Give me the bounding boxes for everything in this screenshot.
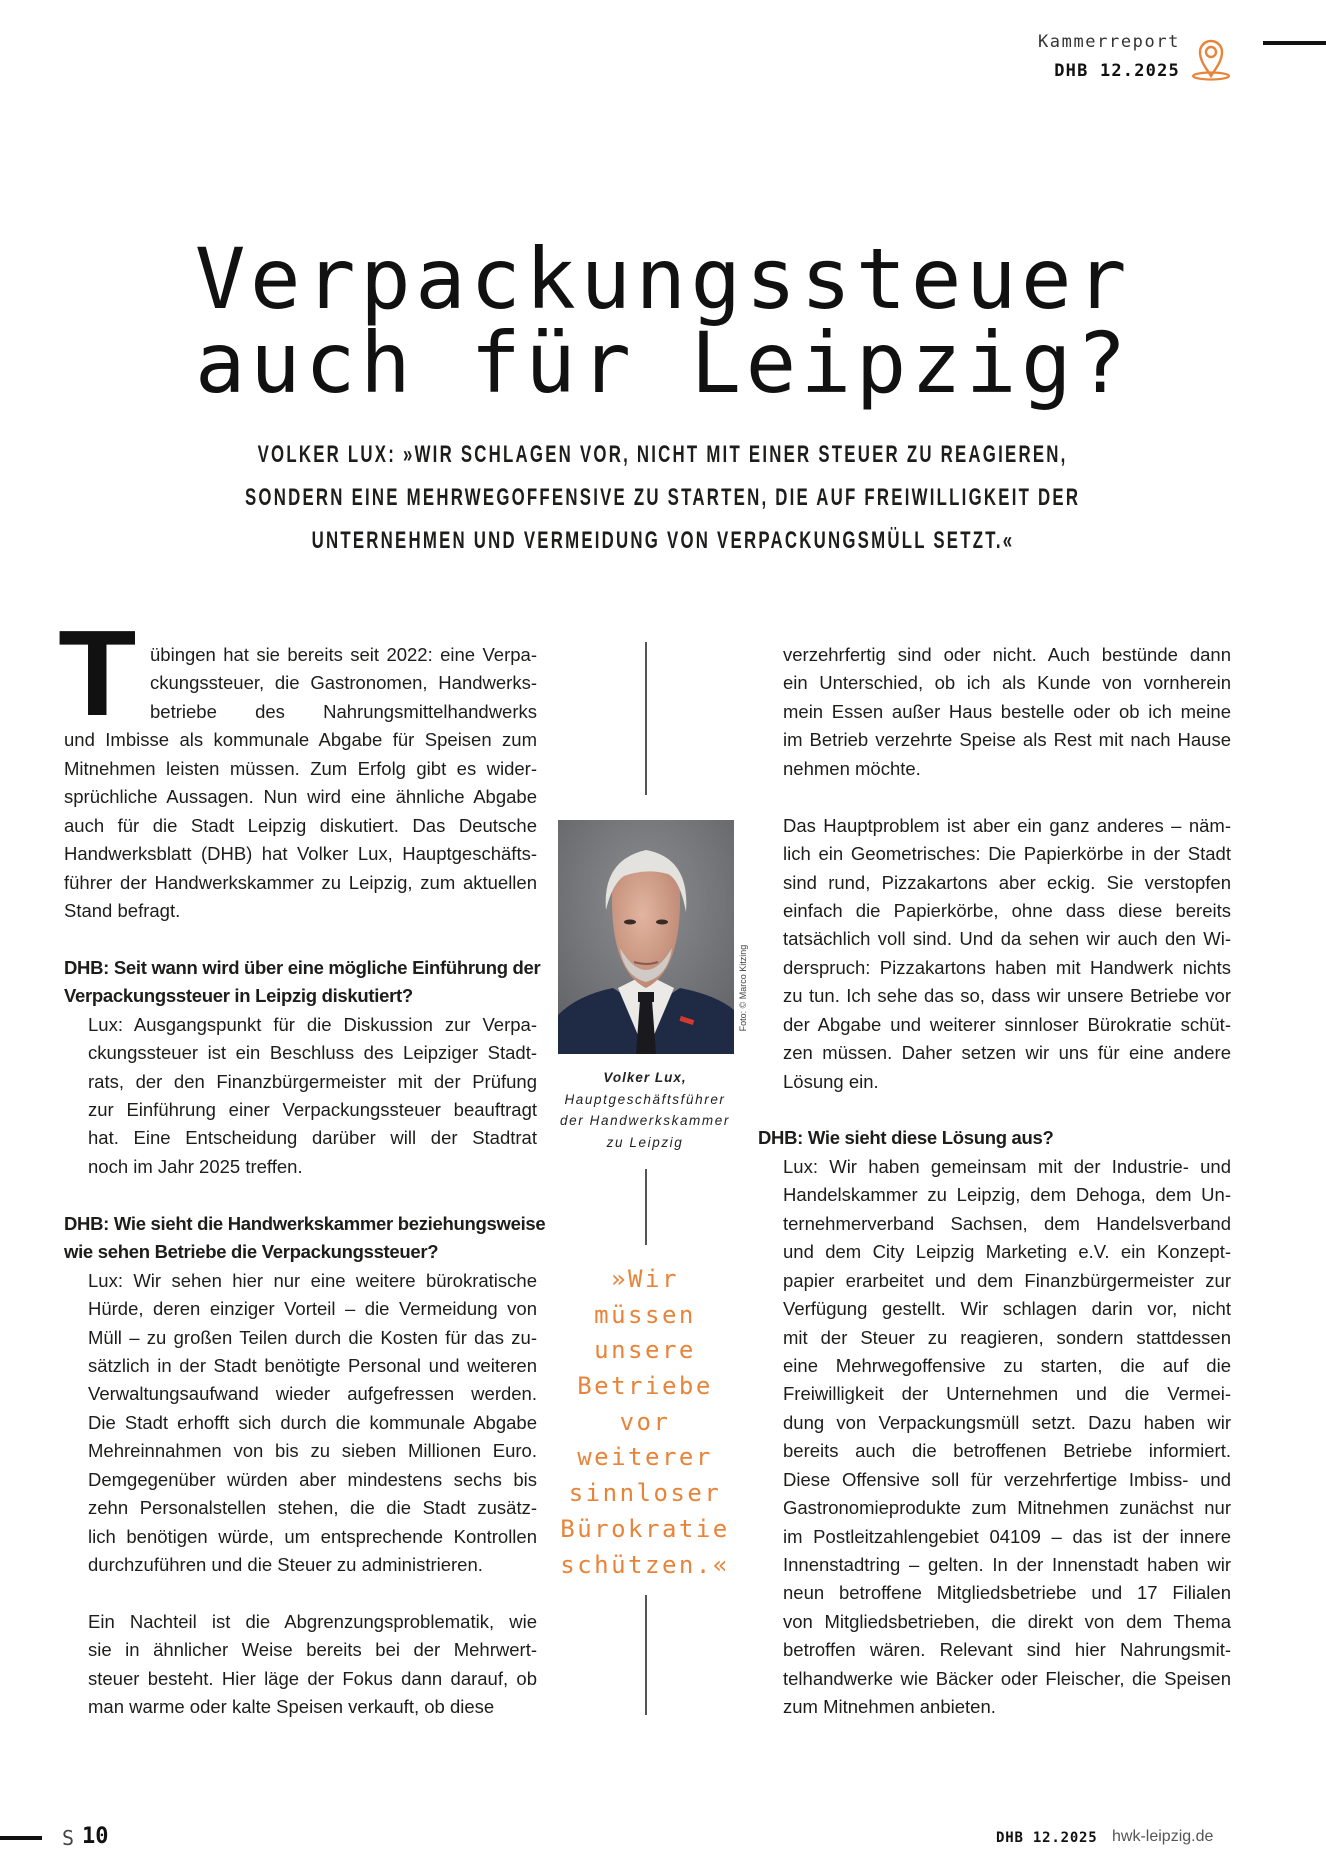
pull-quote-line: Bürokratie xyxy=(560,1514,730,1543)
body-text-line: führer der Handwerkskammer zu Leipzig, zum aktuellen xyxy=(64,871,537,893)
pull-quote xyxy=(545,1262,745,1583)
body-text-line: neun betroffene Mitgliedsbetriebe und 17 Filialen xyxy=(783,1582,1231,1604)
body-text-line: Lux: Wir sehen hier nur eine weitere bürokratische xyxy=(88,1269,537,1291)
divider-line xyxy=(645,642,647,795)
body-text-line: übingen hat sie bereits seit 2022: eine Verpa- xyxy=(150,644,537,665)
pull-quote-line: vor xyxy=(619,1407,671,1436)
interview-question-line: wie sehen Betriebe die Verpackungssteuer? xyxy=(64,1241,439,1263)
body-text-line: Die Stadt erhofft sich durch die kommunale Abgabe xyxy=(88,1411,537,1433)
body-text-line: hat. Eine Entscheidung darüber will der Stadtrat xyxy=(88,1127,537,1149)
body-text-line: Freiwilligkeit der Unternehmen und die Vermei- xyxy=(783,1383,1231,1405)
body-text-line: mein Essen außer Haus bestelle oder ob ich meine xyxy=(783,700,1231,722)
body-text-line: Hürde, deren einziger Vorteil – die Vermeidung von xyxy=(88,1298,537,1320)
body-text-line: im Postleitzahlengebiet 04109 – das ist der innere xyxy=(783,1525,1231,1547)
body-text-line: zu tun. Ich sehe das so, dass wir unsere Betriebe vor xyxy=(783,985,1231,1007)
interview-question-line: DHB: Seit wann wird über eine mögliche Einführung der xyxy=(64,956,541,978)
pull-quote-line: schützen.« xyxy=(560,1550,730,1579)
body-text-line: tatsächlich voll sind. Und da sehen wir auch den Wi- xyxy=(783,928,1231,950)
body-text-line: Müll – zu großen Teilen durch die Kosten für das zu- xyxy=(88,1326,537,1348)
caption-line: der Handwerkskammer xyxy=(560,1113,730,1128)
location-pin-icon xyxy=(1188,36,1234,82)
interview-question-line: DHB: Wie sieht die Handwerkskammer beziehungsweise xyxy=(64,1212,546,1234)
body-text-line: Verwaltungsaufwand wieder aufgefressen werden. xyxy=(88,1383,537,1405)
body-text-line: Handwerksblatt (DHB) hat Volker Lux, Hauptgeschäfts- xyxy=(64,843,537,865)
portrait-photo xyxy=(558,820,734,1054)
body-text-line: Demgegenüber würden aber mindestens sechs bis xyxy=(88,1468,537,1490)
body-text-line: Handelskammer zu Leipzig, dem Dehoga, dem Un- xyxy=(783,1184,1231,1206)
body-text-line: sprüchliche Aussagen. Nun wird eine ähnliche Abgabe xyxy=(64,786,537,808)
body-text-line: der Abgabe und weiterer sinnloser Bürokratie schüt- xyxy=(783,1013,1231,1035)
pull-quote-line: »Wir xyxy=(611,1265,679,1293)
footer-url: hwk-leipzig.de xyxy=(1112,1828,1214,1845)
body-text-line: noch im Jahr 2025 treffen. xyxy=(88,1155,303,1177)
body-text-line: zum Mitnehmen anbieten. xyxy=(783,1696,996,1718)
body-text-line: nehmen möchte. xyxy=(783,757,921,779)
divider-line xyxy=(645,1595,647,1715)
body-text-line: betriebe des Nahrungsmittelhandwerks xyxy=(150,700,537,722)
subtitle-line: SONDERN EINE MEHRWEGOFFENSIVE ZU STARTEN, DIE AUF FREIWILLIGKEIT DER xyxy=(245,484,1081,511)
body-text-line: telhandwerke wie Bäcker oder Fleischer, die Speisen xyxy=(783,1667,1231,1689)
title-line: auch für Leipzig? xyxy=(194,314,1132,412)
body-text-line: rats, der den Finanzbürgermeister mit der Prüfung xyxy=(88,1070,537,1092)
body-text-line: papier erarbeitet und dem Finanzbürgermeister zur xyxy=(783,1269,1231,1291)
body-text-line: durchzuführen und die Steuer zu administrieren. xyxy=(88,1554,483,1575)
body-text-line: ckungssteuer ist ein Beschluss des Leipziger Stadt- xyxy=(88,1042,537,1064)
footer-section-letter: S xyxy=(62,1826,75,1850)
caption-line: Hauptgeschäftsführer xyxy=(564,1091,726,1107)
body-text-line: und dem City Leipzig Marketing e.V. ein Konzept- xyxy=(783,1241,1231,1263)
interview-question-line: DHB: Wie sieht diese Lösung aus? xyxy=(758,1127,1054,1149)
pull-quote-line: unsere xyxy=(594,1336,696,1365)
body-text-line: Das Hauptproblem ist aber ein ganz anderes – näm- xyxy=(783,814,1231,836)
body-text-line: eine Mehrwegoffensive zu starten, die auf die xyxy=(783,1354,1231,1376)
body-text-line: Lux: Ausgangspunkt für die Diskussion zur Verpa- xyxy=(88,1013,537,1035)
body-text-line: Lösung ein. xyxy=(783,1070,879,1092)
body-text-line: ein Unterschied, ob ich als Kunde von vornherein xyxy=(783,672,1231,694)
footer-issue: DHB 12.2025 xyxy=(996,1830,1098,1846)
body-text-line: Lux: Wir haben gemeinsam mit der Industrie- und xyxy=(783,1155,1231,1177)
body-text-line: bereits auch die betroffenen Betriebe informiert. xyxy=(783,1440,1231,1462)
interview-question-line: Verpackungssteuer in Leipzig diskutiert? xyxy=(64,985,413,1007)
body-text-line: sätzlich in der Stadt benötigte Personal und weiteren xyxy=(88,1354,537,1376)
caption-name: Volker Lux, xyxy=(603,1070,687,1085)
body-text-line: sie in ähnlicher Weise bereits bei der Mehrwert- xyxy=(88,1639,537,1661)
body-text-line: Stand befragt. xyxy=(64,899,181,921)
page-title xyxy=(0,230,1326,412)
body-text-line: steuer besteht. Hier läge der Fokus dann darauf, ob xyxy=(88,1667,537,1689)
body-text-line: ckungssteuer, die Gastronomen, Handwerks- xyxy=(150,672,537,694)
body-text-line: lich benötigen würde, um entsprechende Kontrollen xyxy=(88,1525,537,1547)
subtitle-line: UNTERNEHMEN UND VERMEIDUNG VON VERPACKUNGSMÜLL SETZT.« xyxy=(311,527,1015,554)
body-text-line: zen müssen. Daher setzen wir uns für eine andere xyxy=(783,1042,1231,1064)
body-text-line: einfach die Papierkörbe, ohne dass diese bereits xyxy=(783,899,1231,921)
body-text-line: Gastronomieprodukte zum Mitnehmen zunächst nur xyxy=(783,1497,1231,1519)
body-text-line: lich ein Geometrisches: Die Papierkörbe in der Stadt xyxy=(783,843,1231,865)
pull-quote-line: müssen xyxy=(594,1300,696,1329)
body-text-line: und Imbisse als kommunale Abgabe für Speisen zum xyxy=(64,729,537,751)
header-rule xyxy=(1263,41,1326,45)
caption-line: zu Leipzig xyxy=(606,1134,684,1150)
issue-label: DHB 12.2025 xyxy=(1054,61,1180,81)
body-text-line: betroffen wären. Relevant sind hier Nahrungsmit- xyxy=(783,1639,1231,1661)
body-text-line: auch für die Stadt Leipzig diskutiert. Das Deutsche xyxy=(64,814,537,836)
body-text-line: verzehrfertig sind oder nicht. Auch bestünde dann xyxy=(783,644,1231,665)
body-text-line: ternehmerverband Sachsen, dem Handelsverband xyxy=(783,1212,1231,1234)
article-column-left xyxy=(64,641,546,1722)
pull-quote-line: weiterer xyxy=(577,1443,713,1472)
body-text-line: Ein Nachteil ist die Abgrenzungsproblematik, wie xyxy=(88,1610,537,1632)
section-kicker: Kammerreport xyxy=(1037,32,1180,52)
title-line: Verpackungssteuer xyxy=(194,230,1132,328)
article-column-right xyxy=(758,641,1231,1722)
body-text-line: sind rund, Pizzakartons aber eckig. Sie verstopfen xyxy=(783,871,1231,893)
body-text-line: Mitnehmen leisten müssen. Zum Erfolg gibt es wider- xyxy=(64,757,537,779)
pull-quote-line: sinnloser xyxy=(568,1479,722,1508)
body-text-line: zehn Personalstellen stehen, die die Stadt zusätz- xyxy=(88,1497,537,1519)
subtitle xyxy=(0,433,1326,562)
divider-line xyxy=(645,1169,647,1245)
body-text-line: im Betrieb verzehrte Speise als Rest mit nach Hause xyxy=(783,729,1231,751)
drop-cap: T xyxy=(58,605,137,741)
subtitle-line: VOLKER LUX: »WIR SCHLAGEN VOR, NICHT MIT EINER STEUER ZU REAGIEREN, xyxy=(258,441,1068,468)
page-number: 10 xyxy=(82,1824,109,1849)
photo-caption xyxy=(545,1067,745,1153)
pull-quote-line: Betriebe xyxy=(577,1372,713,1401)
body-text-line: derspruch: Pizzakartons haben mit Handwerk nichts xyxy=(783,956,1231,978)
body-text-line: Verfügung gestellt. Wir schlagen darin vor, nicht xyxy=(783,1298,1231,1320)
footer-rule xyxy=(0,1836,42,1840)
photo-credit: Foto: © Marco Kitzing xyxy=(738,944,748,1032)
body-text-line: man warme oder kalte Speisen verkauft, ob diese xyxy=(88,1696,495,1718)
body-text-line: Diese Offensive soll für verzehrfertige Imbiss- und xyxy=(783,1468,1231,1490)
body-text-line: von Mitgliedsbetrieben, die direkt von dem Thema xyxy=(783,1610,1231,1632)
body-text-line: mit der Steuer zu reagieren, sondern stattdessen xyxy=(783,1326,1231,1348)
body-text-line: Innenstadtring – gelten. In der Innenstadt haben wir xyxy=(783,1554,1231,1575)
body-text-line: Mehreinnahmen von bis zu sieben Millionen Euro. xyxy=(88,1440,537,1462)
body-text-line: dung von Verpackungsmüll setzt. Dazu haben wir xyxy=(783,1411,1231,1433)
body-text-line: zur Einführung einer Verpackungssteuer beauftragt xyxy=(88,1099,537,1120)
